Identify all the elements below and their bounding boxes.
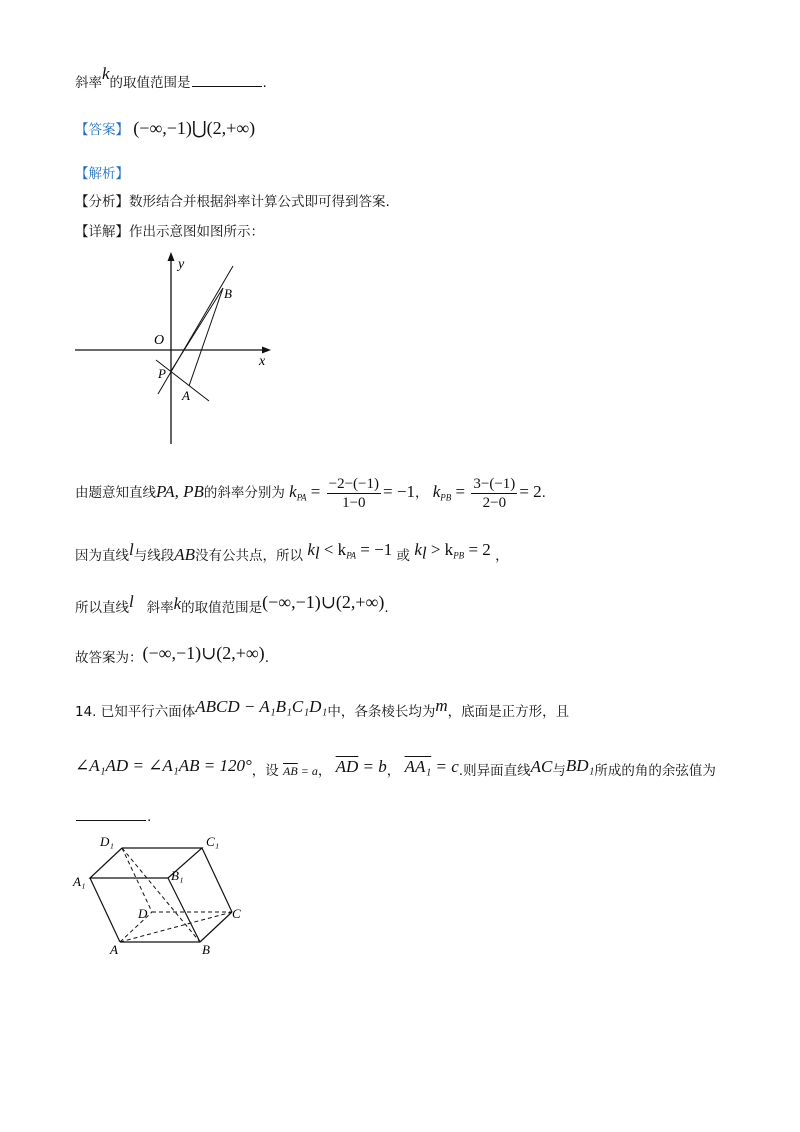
final-answer-line: 故答案为：(−∞,−1)∪(2,+∞). [75,643,269,666]
label-b: B [202,942,210,957]
answer-value: (−∞,−1)⋃(2,+∞) [133,118,256,138]
detail-label: 【详解】 [75,224,129,240]
diagonal-bd1 [122,848,200,942]
y-axis-arrow-icon [168,252,175,261]
x-axis-arrow-icon [262,347,271,354]
question-14-line-1: 14. 已知平行六面体ABCD − A₁B₁C₁D₁中，各条棱长均为m，底面是正方形，且 [75,696,570,720]
inequality-line: 因为直线l与线段AB没有公共点，所以 $k_l < k_{PA} = -1$ 或 $k_l > k_{PB} = 2$ ， [75,540,509,564]
answer-blank [192,72,262,87]
label-a: A [110,942,118,957]
detail-text: 作出示意图如图所示： [129,224,264,240]
label-c: C [232,906,241,921]
question-13-tail: 斜率k的取值范围是 . [75,64,267,91]
segment-ab [189,288,223,386]
edge-c1-c [202,848,232,912]
label-b1: B₁ [171,868,184,883]
point-b-label: B [224,286,232,301]
answer-blank-14 [76,806,146,821]
question-14-number: 14. 已知平行六面体 [75,704,196,720]
fenxi-text: 数形结合并根据斜率计算公式即可得到答案. [129,194,390,210]
segment-pb [171,288,223,371]
origin-label: O [154,333,165,348]
fenxi-label: 【分析】 [75,194,129,210]
kpb-fraction: $\frac{3-(-1)}{2-0}$ [473,475,516,511]
point-a-label: A [182,388,190,403]
label-a1: A₁ [73,874,86,889]
analysis-label: 【解析】 [75,166,129,182]
x-axis-label: x [259,354,266,369]
label-d: D [138,906,148,921]
label-d1: D₁ [100,834,114,849]
label-c1: C₁ [206,834,220,849]
figure-coordinate-sketch [70,248,290,448]
figure-parallelepiped [72,830,262,960]
edge-a1-a [90,878,120,942]
answer-line [75,118,255,140]
analysis-label-line [75,164,129,184]
question-14-blank-line: . [75,806,151,827]
range-line: 所以直线l 斜率k的取值范围是(−∞,−1)∪(2,+∞). [75,592,389,616]
kpa-fraction: $\frac{-2-(-1)}{1-0}$ [328,475,380,511]
top-face [90,848,202,878]
answer-label: 【答案】 [75,122,129,138]
question-14-line-2: ∠A₁AD = ∠A₁AB = 120°，设 $\overline{AB} = a$， $\overline{AD} = b$， AA₁ = c.则异面直线AC与BD₁所成的角的余弦值为 [75,756,716,779]
point-p-label: P [158,366,166,381]
y-axis-label: y [178,257,185,272]
slopes-line: 由题意知直线PA, PB的斜率分别为 $k_{PA}$ = $\frac{-2-(-1)}{1-0}$ = −1， $k_{PB}$ = $\frac{3-(-1)}{2-0}$ = 2. [75,475,546,511]
detail-line [75,222,264,242]
line-l [158,266,233,394]
edge-d1-d [122,848,152,912]
fenxi-line [75,192,390,212]
